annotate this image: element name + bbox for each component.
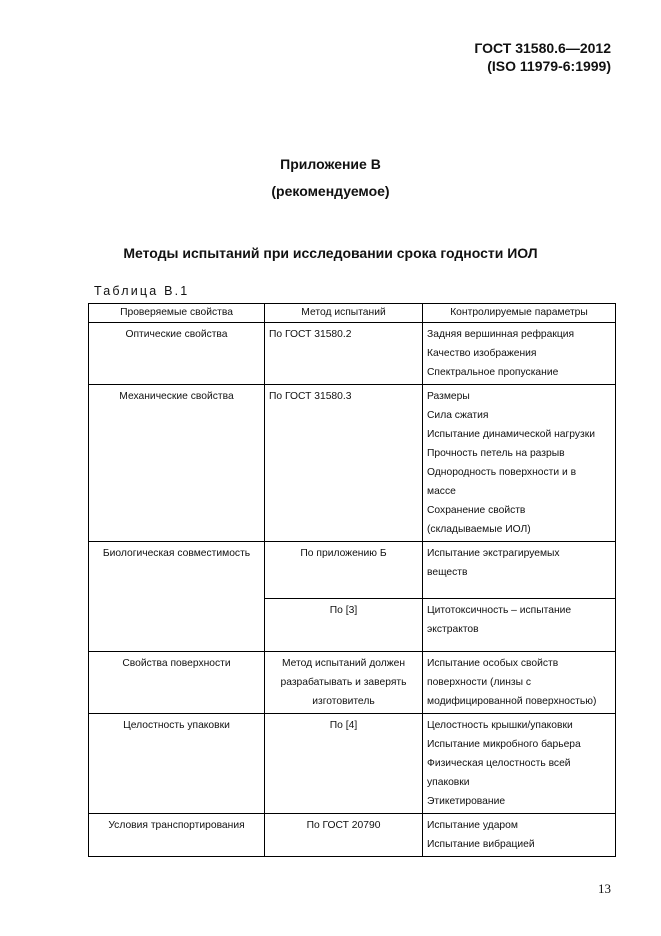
property-cell: Механические свойства: [89, 385, 265, 542]
method-cell: [265, 385, 423, 542]
page-number: 13: [598, 881, 611, 896]
test-methods-table: [88, 303, 616, 857]
method-line: По ГОСТ 31580.2: [269, 329, 352, 340]
annex-status: (рекомендуемое): [271, 183, 390, 199]
method-line: По приложению Б: [300, 548, 387, 559]
method-cell: [265, 714, 423, 814]
method-line: По ГОСТ 20790: [306, 820, 381, 831]
params-cell: [423, 385, 616, 542]
property-cell: Условия транспортирования: [89, 814, 265, 857]
standard-header: [474, 39, 611, 75]
param-line: модифицированной поверхностью): [427, 696, 597, 707]
method-cell: [265, 652, 423, 714]
standard-code: ГОСТ 31580.6—2012: [474, 40, 611, 56]
property-cell: Оптические свойства: [89, 323, 265, 385]
annex-heading: Методы испытаний при исследовании срока годности ИОЛ: [123, 245, 538, 261]
param-line: веществ: [427, 567, 468, 578]
annex-title: Приложение В: [280, 156, 381, 172]
table-row: [89, 385, 616, 542]
table-row: [89, 714, 616, 814]
method-cell: [265, 814, 423, 857]
params-cell: [423, 323, 616, 385]
method-cell: [265, 599, 423, 652]
param-line: Сохранение свойств: [427, 505, 526, 516]
param-line: Физическая целостность всей: [427, 758, 571, 769]
method-line: По [4]: [329, 720, 358, 731]
table-row: [89, 542, 616, 599]
param-line: Испытание ударом: [427, 820, 518, 831]
param-line: экстрактов: [427, 624, 479, 635]
standard-iso-ref: (ISO 11979-6:1999): [487, 58, 611, 74]
method-cell: [265, 323, 423, 385]
param-line: Испытание вибрацией: [427, 839, 535, 850]
param-line: Качество изображения: [427, 348, 537, 359]
table-header-row: [89, 304, 616, 323]
property-cell: Биологическая совместимость: [89, 542, 265, 652]
column-header-property: Проверяемые свойства: [89, 304, 265, 323]
params-cell: [423, 814, 616, 857]
params-cell: [423, 714, 616, 814]
property-cell: Целостность упаковки: [89, 714, 265, 814]
method-cell: [265, 542, 423, 599]
method-line: разрабатывать и заверять: [280, 677, 407, 688]
params-cell: [423, 652, 616, 714]
param-line: Спектральное пропускание: [427, 367, 559, 378]
param-line: Испытание экстрагируемых: [427, 548, 560, 559]
table-row: [89, 323, 616, 385]
param-line: поверхности (линзы с: [427, 677, 532, 688]
param-line: Прочность петель на разрыв: [427, 448, 565, 459]
param-line: массе: [427, 486, 456, 497]
param-line: Однородность поверхности и в: [427, 467, 577, 478]
method-line: изготовитель: [312, 696, 375, 707]
table-caption: Таблица В.1: [94, 284, 190, 298]
method-line: По [3]: [329, 605, 358, 616]
param-line: Целостность крышки/упаковки: [427, 720, 573, 731]
table-row: [89, 652, 616, 714]
method-line: По ГОСТ 31580.3: [269, 391, 352, 402]
property-cell: Свойства поверхности: [89, 652, 265, 714]
param-line: Испытание динамической нагрузки: [427, 429, 595, 440]
table-row: [89, 814, 616, 857]
params-cell: [423, 599, 616, 652]
param-line: Задняя вершинная рефракция: [427, 329, 575, 340]
column-header-params: Контролируемые параметры: [423, 304, 616, 323]
param-line: Этикетирование: [427, 796, 506, 807]
params-cell: [423, 542, 616, 599]
param-line: Испытание особых свойств: [427, 658, 559, 669]
method-line: Метод испытаний должен: [281, 658, 406, 669]
param-line: (складываемые ИОЛ): [427, 524, 531, 535]
param-line: Сила сжатия: [427, 410, 489, 421]
column-header-method: Метод испытаний: [265, 304, 423, 323]
param-line: Размеры: [427, 391, 470, 402]
param-line: упаковки: [427, 777, 470, 788]
param-line: Цитотоксичность – испытание: [427, 605, 572, 616]
param-line: Испытание микробного барьера: [427, 739, 581, 750]
